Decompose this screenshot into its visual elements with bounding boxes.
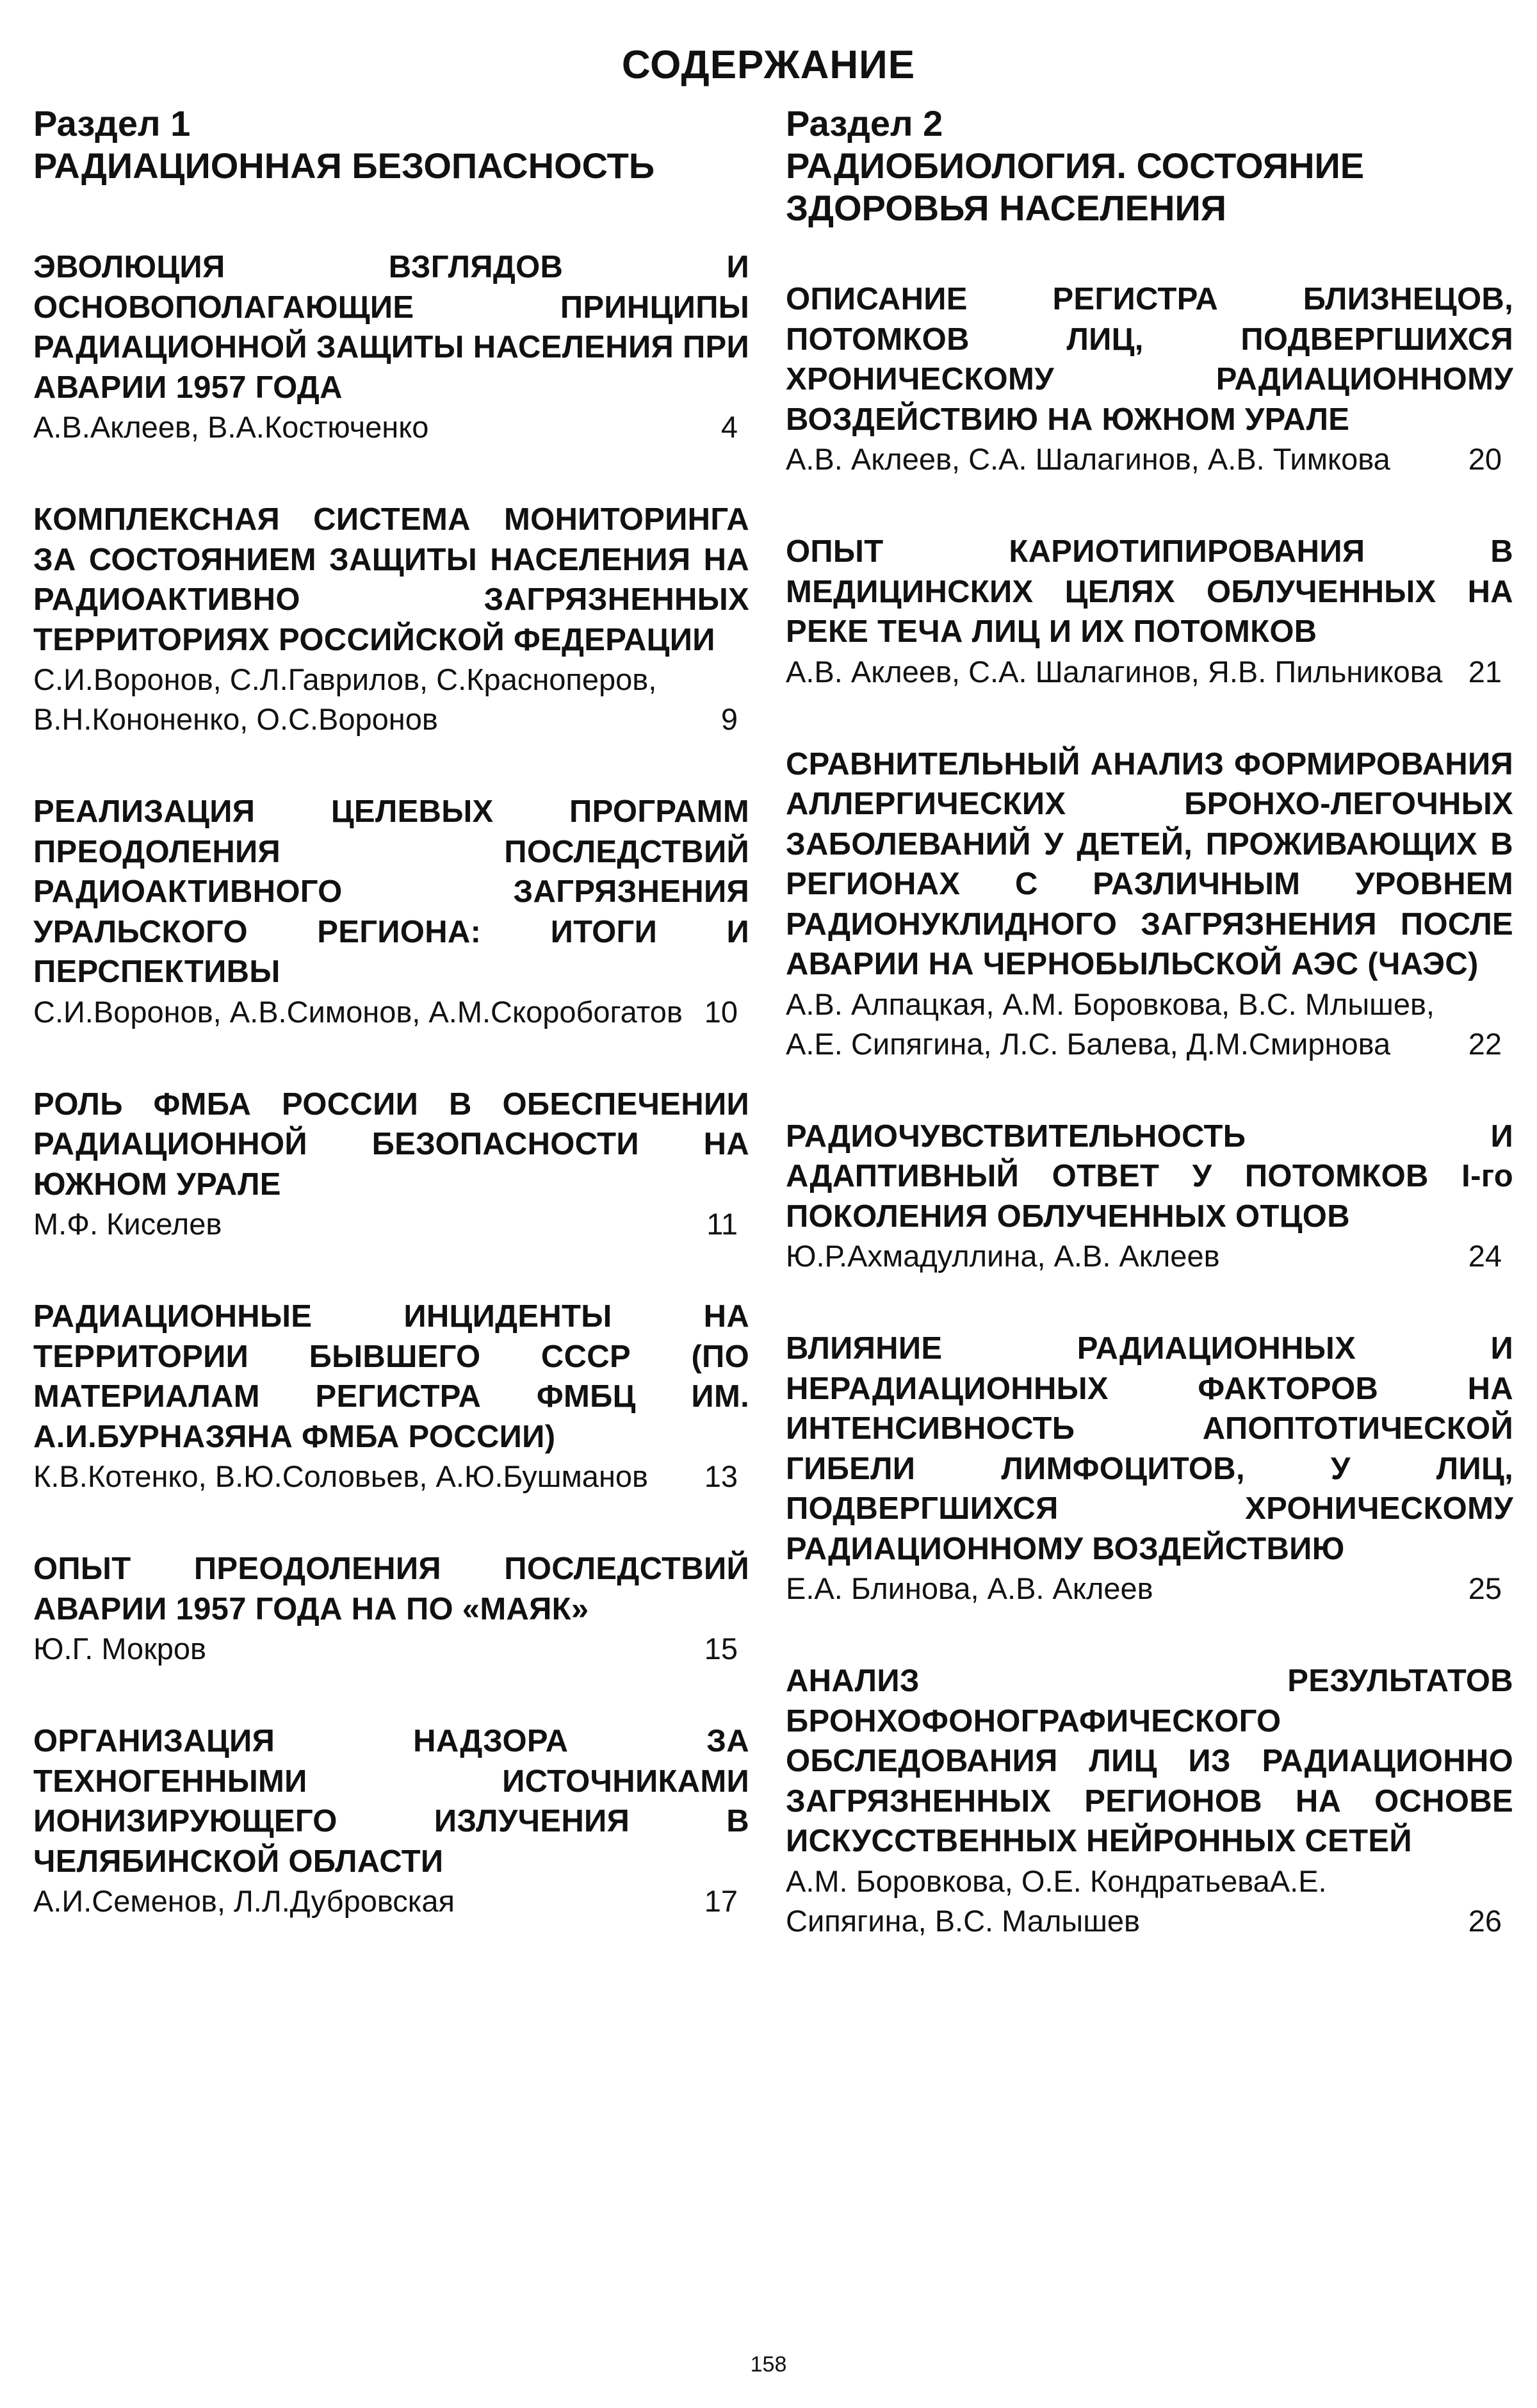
toc-entry (786, 279, 1513, 479)
entry-title: ОРГАНИЗАЦИЯ НАДЗОРА ЗА ТЕХНОГЕННЫМИ ИСТОЧНИКАМИ ИОНИЗИРУЮЩЕГО ИЗЛУЧЕНИЯ В ЧЕЛЯБИНСКОЙ ОБЛАСТИ (33, 1724, 749, 1879)
toc-entry (33, 247, 749, 447)
toc-entry (786, 1329, 1513, 1609)
entry-authors: А.В. Алпацкая, А.М. Боровкова, В.С. Млышев, А.Е. Сипягина, Л.С. Балева, Д.М.Смирнова (786, 987, 1435, 1061)
entry-page-number: 25 (1468, 1571, 1502, 1605)
entry-page-number: 15 (704, 1632, 738, 1666)
page-number: 158 (750, 2352, 787, 2377)
entry-title: РЕАЛИЗАЦИЯ ЦЕЛЕВЫХ ПРОГРАММ ПРЕОДОЛЕНИЯ ПОСЛЕДСТВИЙ РАДИОАКТИВНОГО ЗАГРЯЗНЕНИЯ УРАЛЬСКОГО РЕГИОНА: ИТОГИ И ПЕРСПЕКТИВЫ (33, 794, 749, 989)
entry-title: ОПЫТ ПРЕОДОЛЕНИЯ ПОСЛЕДСТВИЙ АВАРИИ 1957 ГОДА НА ПО «МАЯК» (33, 1552, 749, 1626)
page-title: СОДЕРЖАНИЕ (621, 43, 916, 87)
entry-authors: А.М. Боровкова, О.Е. КондратьеваА.Е. Сипягина, В.С. Малышев (786, 1863, 1327, 1938)
toc-entry (33, 1721, 749, 1921)
entry-authors: Е.А. Блинова, А.В. Аклеев (786, 1571, 1153, 1605)
toc-entry (786, 532, 1513, 692)
entry-authors: А.В. Аклеев, С.А. Шалагинов, А.В. Тимкова (786, 442, 1390, 476)
entry-page-number: 22 (1468, 1026, 1502, 1061)
entry-authors: С.И.Воронов, А.В.Симонов, А.М.Скоробогатов (33, 994, 683, 1029)
entry-authors: А.В.Аклеев, В.А.Костюченко (33, 410, 429, 444)
entry-title: ВЛИЯНИЕ РАДИАЦИОННЫХ И НЕРАДИАЦИОННЫХ ФАКТОРОВ НА ИНТЕНСИВНОСТЬ АПОПТОТИЧЕСКОЙ ГИБЕЛИ ЛИМФОЦИТОВ, У ЛИЦ, ПОДВЕРГШИХСЯ ХРОНИЧЕСКОМУ РАДИАЦИОННОМУ ВОЗДЕЙСТВИЮ (786, 1331, 1513, 1566)
entry-title: СРАВНИТЕЛЬНЫЙ АНАЛИЗ ФОРМИРОВАНИЯ АЛЛЕРГИЧЕСКИХ БРОНХО-ЛЕГОЧНЫХ ЗАБОЛЕВАНИЙ У ДЕТЕЙ, ПРОЖИВАЮЩИХ В РЕГИОНАХ С РАЗЛИЧНЫМ УРОВНЕМ РАДИОНУКЛИДНОГО ЗАГРЯЗНЕНИЯ ПОСЛЕ АВАРИИ НА ЧЕРНОБЫЛЬСКОЙ АЭС (ЧАЭС) (786, 746, 1513, 981)
toc-entry (786, 744, 1513, 1064)
toc-entry (33, 1085, 749, 1245)
toc-entry (786, 1661, 1513, 1941)
section-column-1 (33, 102, 749, 1974)
entry-title: РАДИОЧУВСТВИТЕЛЬНОСТЬ И АДАПТИВНЫЙ ОТВЕТ У ПОТОМКОВ I-го ПОКОЛЕНИЯ ОБЛУЧЕННЫХ ОТЦОВ (786, 1118, 1513, 1234)
toc-entry (33, 1297, 749, 1496)
entry-authors: Ю.Р.Ахмадуллина, А.В. Аклеев (786, 1239, 1220, 1273)
entry-page-number: 17 (704, 1884, 738, 1918)
section-label: Раздел 1 (33, 103, 191, 143)
toc-entry (33, 792, 749, 1032)
entry-authors: К.В.Котенко, В.Ю.Соловьев, А.Ю.Бушманов (33, 1459, 649, 1493)
toc-entry (33, 1549, 749, 1669)
section-column-2 (786, 102, 1513, 1994)
entry-page-number: 26 (1468, 1903, 1502, 1938)
toc-entry (33, 500, 749, 739)
entry-page-number: 24 (1468, 1239, 1502, 1273)
section-title: РАДИОБИОЛОГИЯ. СОСТОЯНИЕ ЗДОРОВЬЯ НАСЕЛЕНИЯ (786, 145, 1365, 228)
entry-page-number: 10 (704, 994, 738, 1029)
entry-title: АНАЛИЗ РЕЗУЛЬТАТОВ БРОНХОФОНОГРАФИЧЕСКОГО ОБСЛЕДОВАНИЯ ЛИЦ ИЗ РАДИАЦИОННО ЗАГРЯЗНЕННЫХ РЕГИОНОВ НА ОСНОВЕ ИСКУССТВЕННЫХ НЕЙРОННЫХ СЕТЕЙ (786, 1664, 1513, 1858)
section-title: РАДИАЦИОННАЯ БЕЗОПАСНОСТЬ (33, 145, 655, 186)
entry-title: РАДИАЦИОННЫЕ ИНЦИДЕНТЫ НА ТЕРРИТОРИИ БЫВШЕГО СССР (ПО МАТЕРИАЛАМ РЕГИСТРА ФМБЦ ИМ. А.И.БУРНАЗЯНА ФМБА РОССИИ) (33, 1299, 749, 1454)
entry-authors: Ю.Г. Мокров (33, 1632, 206, 1666)
entry-page-number: 13 (704, 1459, 738, 1493)
entry-page-number: 9 (720, 702, 738, 736)
entry-authors: С.И.Воронов, С.Л.Гаврилов, С.Красноперов, В.Н.Кононенко, О.С.Воронов (33, 662, 657, 736)
entry-authors: М.Ф. Киселев (33, 1207, 222, 1241)
entry-title: КОМПЛЕКСНАЯ СИСТЕМА МОНИТОРИНГА ЗА СОСТОЯНИЕМ ЗАЩИТЫ НАСЕЛЕНИЯ НА РАДИОАКТИВНО ЗАГРЯЗНЕННЫХ ТЕРРИТОРИЯХ РОССИЙСКОЙ ФЕДЕРАЦИИ (33, 502, 749, 657)
entry-title: ЭВОЛЮЦИЯ ВЗГЛЯДОВ И ОСНОВОПОЛАГАЮЩИЕ ПРИНЦИПЫ РАДИАЦИОННОЙ ЗАЩИТЫ НАСЕЛЕНИЯ ПРИ АВАРИИ 1957 ГОДА (33, 250, 749, 405)
entry-title: ОПЫТ КАРИОТИПИРОВАНИЯ В МЕДИЦИНСКИХ ЦЕЛЯХ ОБЛУЧЕННЫХ НА РЕКЕ ТЕЧА ЛИЦ И ИХ ПОТОМКОВ (786, 534, 1513, 649)
section-label: Раздел 2 (786, 103, 943, 143)
entry-page-number: 20 (1468, 442, 1502, 476)
entry-page-number: 4 (720, 410, 738, 444)
entry-page-number: 11 (706, 1207, 738, 1241)
toc-entry (786, 1117, 1513, 1277)
entry-page-number: 21 (1468, 654, 1502, 689)
entry-authors: А.В. Аклеев, С.А. Шалагинов, Я.В. Пильникова (786, 654, 1443, 689)
entry-title: ОПИСАНИЕ РЕГИСТРА БЛИЗНЕЦОВ, ПОТОМКОВ ЛИЦ, ПОДВЕРГШИХСЯ ХРОНИЧЕСКОМУ РАДИАЦИОННОМУ ВОЗДЕЙСТВИЮ НА ЮЖНОМ УРАЛЕ (786, 282, 1513, 437)
entry-authors: А.И.Семенов, Л.Л.Дубровская (33, 1884, 455, 1918)
entry-title: РОЛЬ ФМБА РОССИИ В ОБЕСПЕЧЕНИИ РАДИАЦИОННОЙ БЕЗОПАСНОСТИ НА ЮЖНОМ УРАЛЕ (33, 1086, 749, 1202)
